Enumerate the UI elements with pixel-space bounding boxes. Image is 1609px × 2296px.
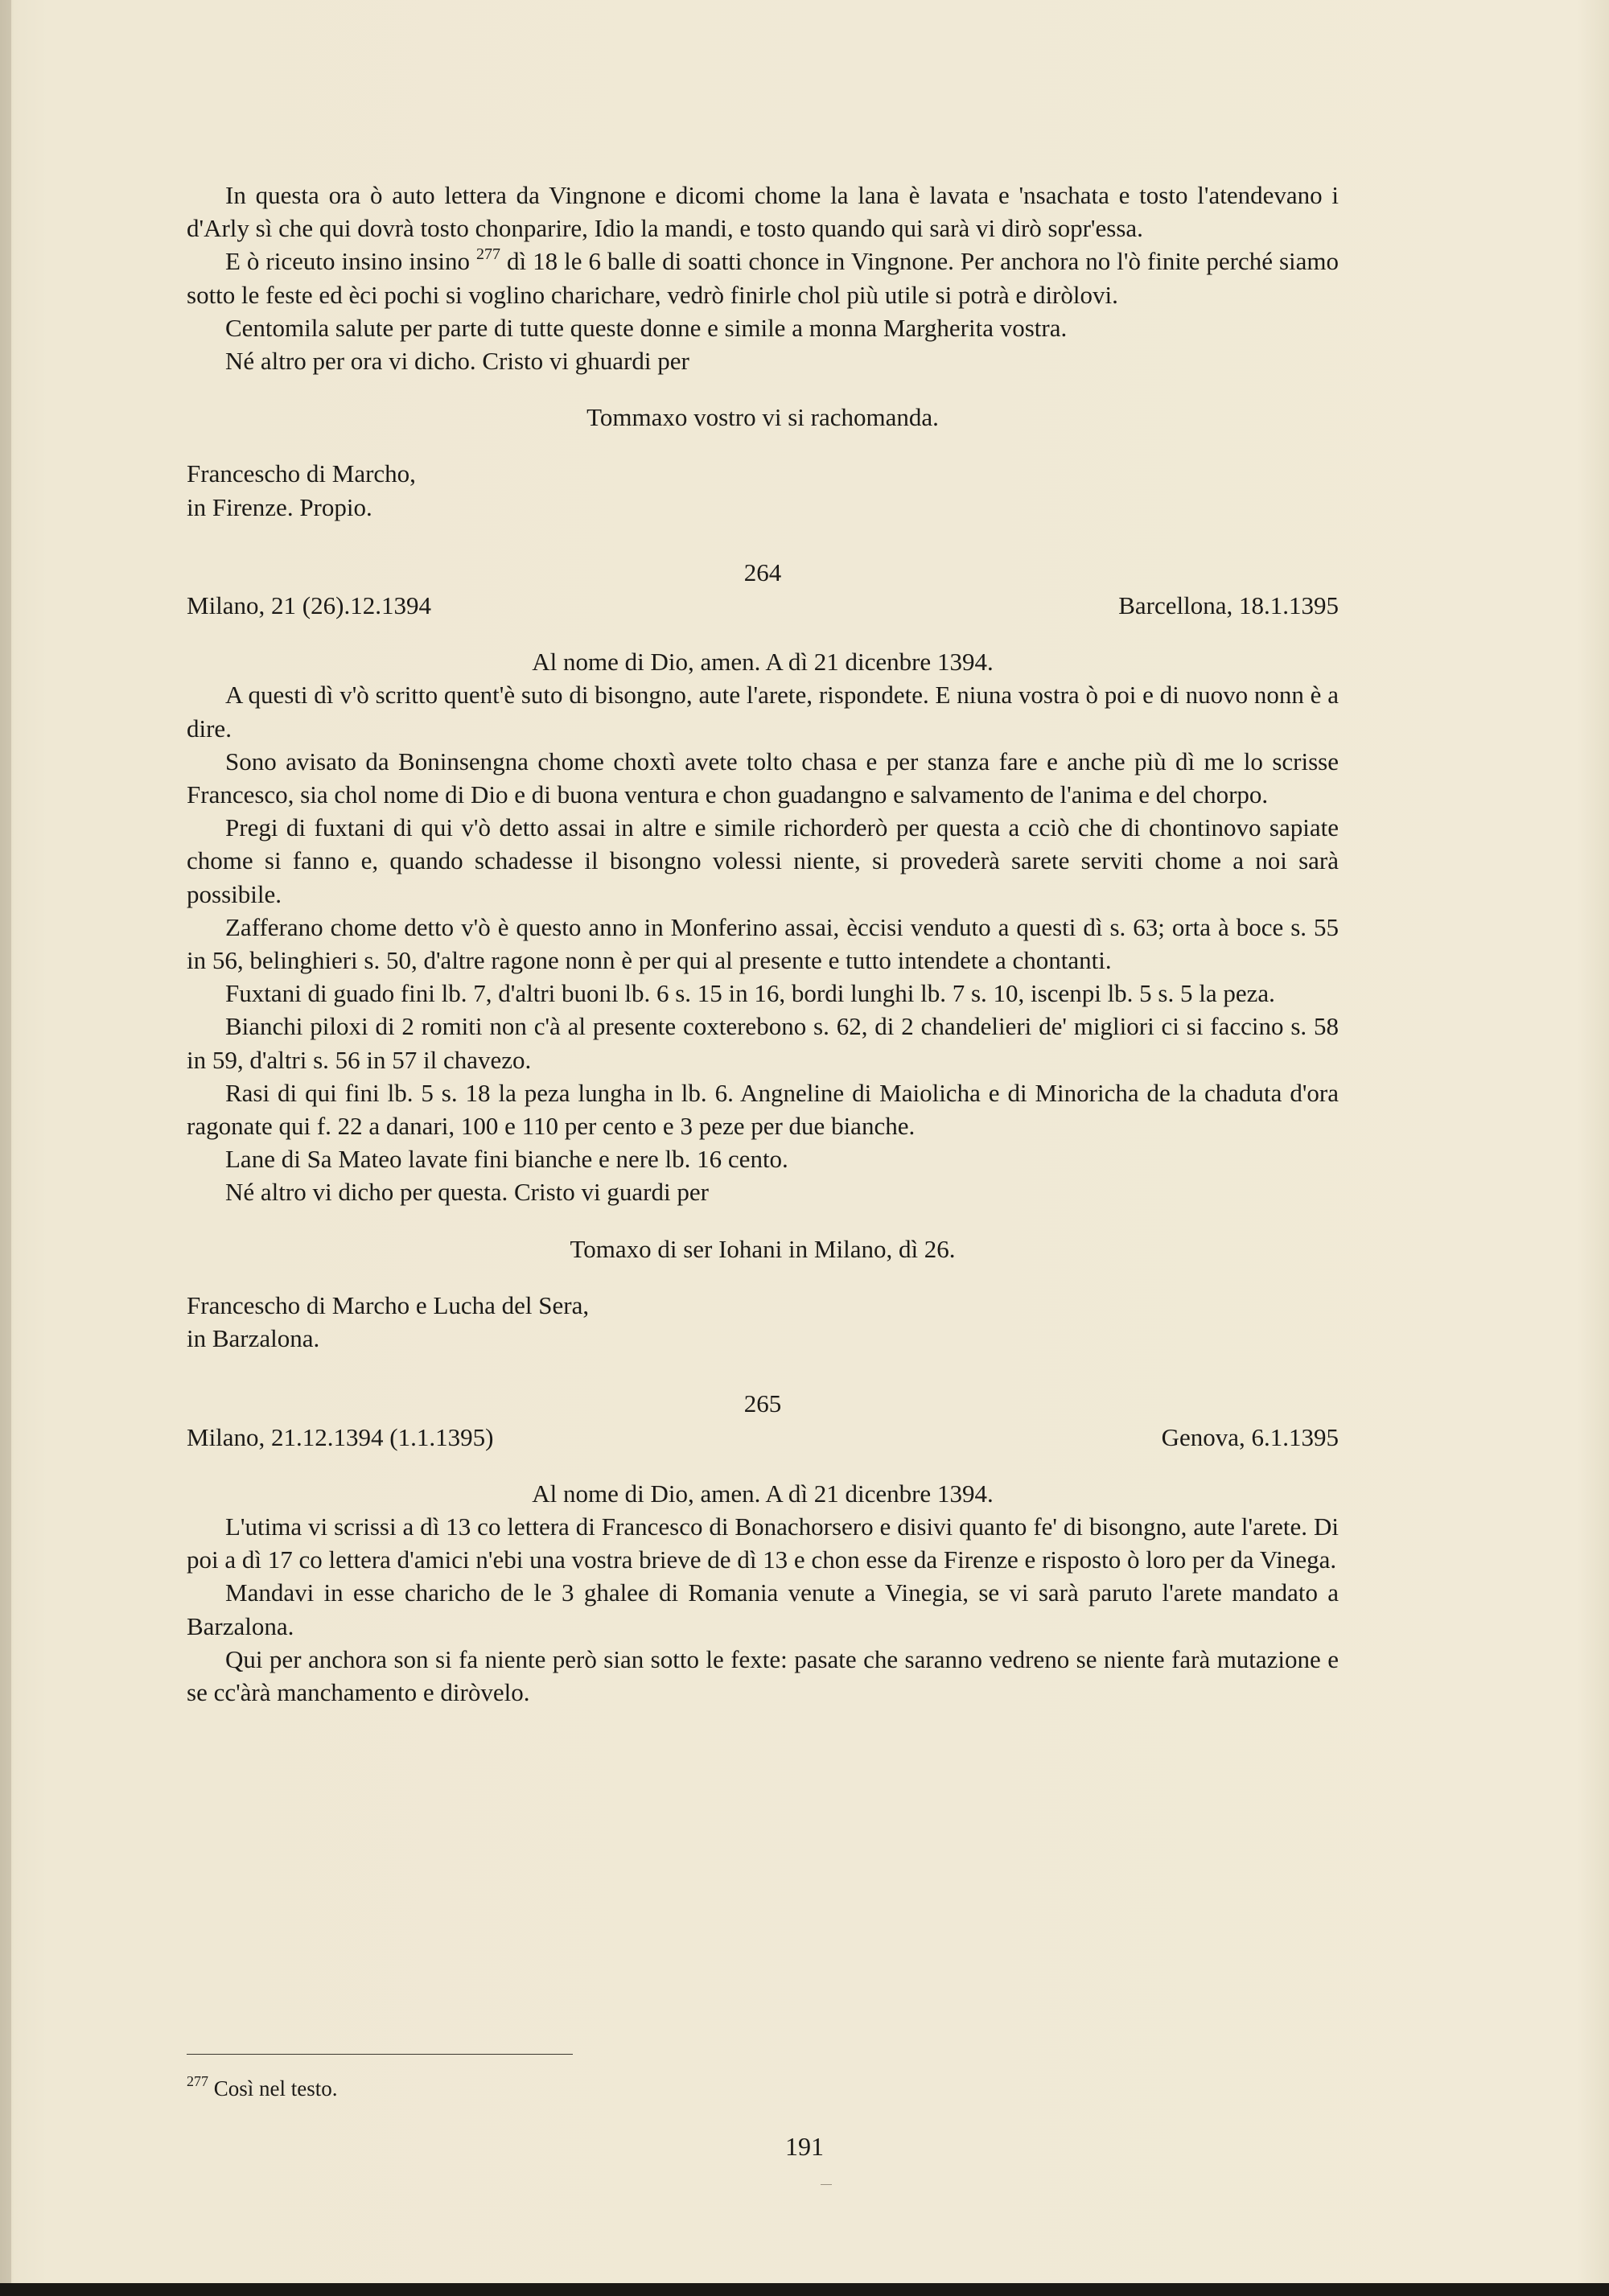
decorative-mark	[821, 2184, 832, 2185]
paragraph: A questi dì v'ò scritto quent'è suto di bisongno, aute l'arete, rispondete. E niuna vostra ò poi e di nuovo nonn è a dire.	[187, 681, 1339, 743]
page-bottom-edge	[0, 2283, 1609, 2296]
page-number: 191	[785, 2132, 824, 2161]
letter-dateline	[187, 589, 1339, 622]
receipt-place-date: Genova, 6.1.1395	[1161, 1422, 1339, 1451]
sender-place-date: Milano, 21.12.1394 (1.1.1395)	[187, 1422, 494, 1451]
letter-number: 265	[743, 1389, 782, 1418]
letter-dateline	[187, 1421, 1339, 1454]
letter-signature: Tommaxo vostro vi si rachomanda.	[586, 403, 939, 432]
paragraph: Zafferano chome detto v'ò è questo anno in Monferino assai, èccisi venduto a questi dì s. 63; orta à boce s. 55 in 56, belinghieri s. 50, d'altre ragone nonn è per qui al presente e tutto intendete a chontanti.	[187, 912, 1339, 975]
paragraph: Rasi di qui fini lb. 5 s. 18 la peza lungha in lb. 6. Angneline di Maiolicha e di Minoricha de la chaduta d'ora ragonate qui f. 22 a danari, 100 e 110 per cento e 3 peze per due bianche.	[187, 1078, 1339, 1141]
paragraph: L'utima vi scrissi a dì 13 co lettera di Francesco di Bonachorsero e disivi quanto fe' di bisongno, aute l'arete. Di poi a dì 17 co lettera d'amici n'ebi una vostra brieve de dì 13 e chon esse da Firenze e risposto ò loro per da Vinega.	[187, 1512, 1339, 1574]
letter-opening: Al nome di Dio, amen. A dì 21 dicenbre 1394.	[532, 648, 994, 677]
paragraph: Né altro per ora vi dicho. Cristo vi ghuardi per	[225, 347, 689, 376]
letter-opening: Al nome di Dio, amen. A dì 21 dicenbre 1394.	[532, 1479, 994, 1508]
address-line: in Barzalona.	[187, 1324, 320, 1353]
letter-number: 264	[743, 558, 782, 586]
paragraph: Lane di Sa Mateo lavate fini bianche e nere lb. 16 cento.	[225, 1145, 788, 1174]
text-fragment: dì 18 le 6 balle di soatti chonce in Vingnone. Per anchora no l'ò finite perché siamo sotto le feste ed èci pochi si voglino charichare, vedrò finirle chol più utile si potrà e diròlovi.	[187, 247, 1339, 309]
paragraph: Qui per anchora son si fa niente però sian sotto le fexte: pasate che saranno vedreno se niente farà mutazione e se cc'àrà manchamento e diròvelo.	[187, 1644, 1339, 1706]
footnote-number: 277	[187, 2073, 208, 2089]
address-line: Francescho di Marcho,	[187, 459, 416, 488]
paragraph: Centomila salute per parte di tutte queste donne e simile a monna Margherita vostra.	[225, 313, 1068, 342]
footnote-text: Così nel testo.	[213, 2076, 338, 2101]
address-line: in Firenze. Propio.	[187, 492, 372, 521]
paragraph: Fuxtani di guado fini lb. 7, d'altri buoni lb. 6 s. 15 in 16, bordi lunghi lb. 7 s. 10, iscenpi lb. 5 s. 5 la peza.	[225, 979, 1275, 1008]
paragraph: Né altro vi dicho per questa. Cristo vi guardi per	[225, 1178, 709, 1207]
receipt-place-date: Barcellona, 18.1.1395	[1118, 591, 1339, 620]
page-spine-shadow	[0, 0, 11, 2296]
footnote-reference[interactable]: 277	[476, 245, 501, 264]
text-fragment: E ò riceuto insino insino	[225, 247, 477, 276]
paragraph: Mandavi in esse charicho de le 3 ghalee di Romania venute a Vinegia, se vi sarà paruto l'arete mandato a Barzalona.	[187, 1578, 1339, 1640]
paragraph-with-note	[187, 245, 1339, 311]
paragraph: Bianchi piloxi di 2 romiti non c'à al presente coxterebono s. 62, di 2 chandelieri de' migliori ci si faccino s. 58 in 59, d'altri s. 56 in 57 il chavezo.	[187, 1012, 1339, 1074]
main-text-block	[187, 179, 1339, 1709]
sender-place-date: Milano, 21 (26).12.1394	[187, 591, 431, 620]
paragraph: Pregi di fuxtani di qui v'ò detto assai in altre e simile richorderò per questa a cciò che di chontinovo sapiate chome si fanno e, quando schadesse il bisongno volessi niente, si provederà sarete serviti chome a noi sarà possibile.	[187, 813, 1339, 908]
paragraph: Sono avisato da Boninsengna chome choxtì avete tolto chasa e per stanza fare e anche più dì me lo scrisse Francesco, sia chol nome di Dio e di buona ventura e chon guadangno e salvamento de l'anima e del chorpo.	[187, 747, 1339, 809]
address-line: Francescho di Marcho e Lucha del Sera,	[187, 1290, 590, 1319]
footnote	[187, 2074, 338, 2103]
paragraph: In questa ora ò auto lettera da Vingnone e dicomi chome la lana è lavata e 'nsachata e tosto l'atendevano i d'Arly sì che qui dovrà tosto chonparire, Idio la mandi, e tosto quando qui sarà vi dirò sopr'essa.	[187, 181, 1339, 243]
footnote-rule	[187, 2054, 573, 2055]
letter-signature: Tomaxo di ser Iohani in Milano, dì 26.	[570, 1234, 956, 1263]
